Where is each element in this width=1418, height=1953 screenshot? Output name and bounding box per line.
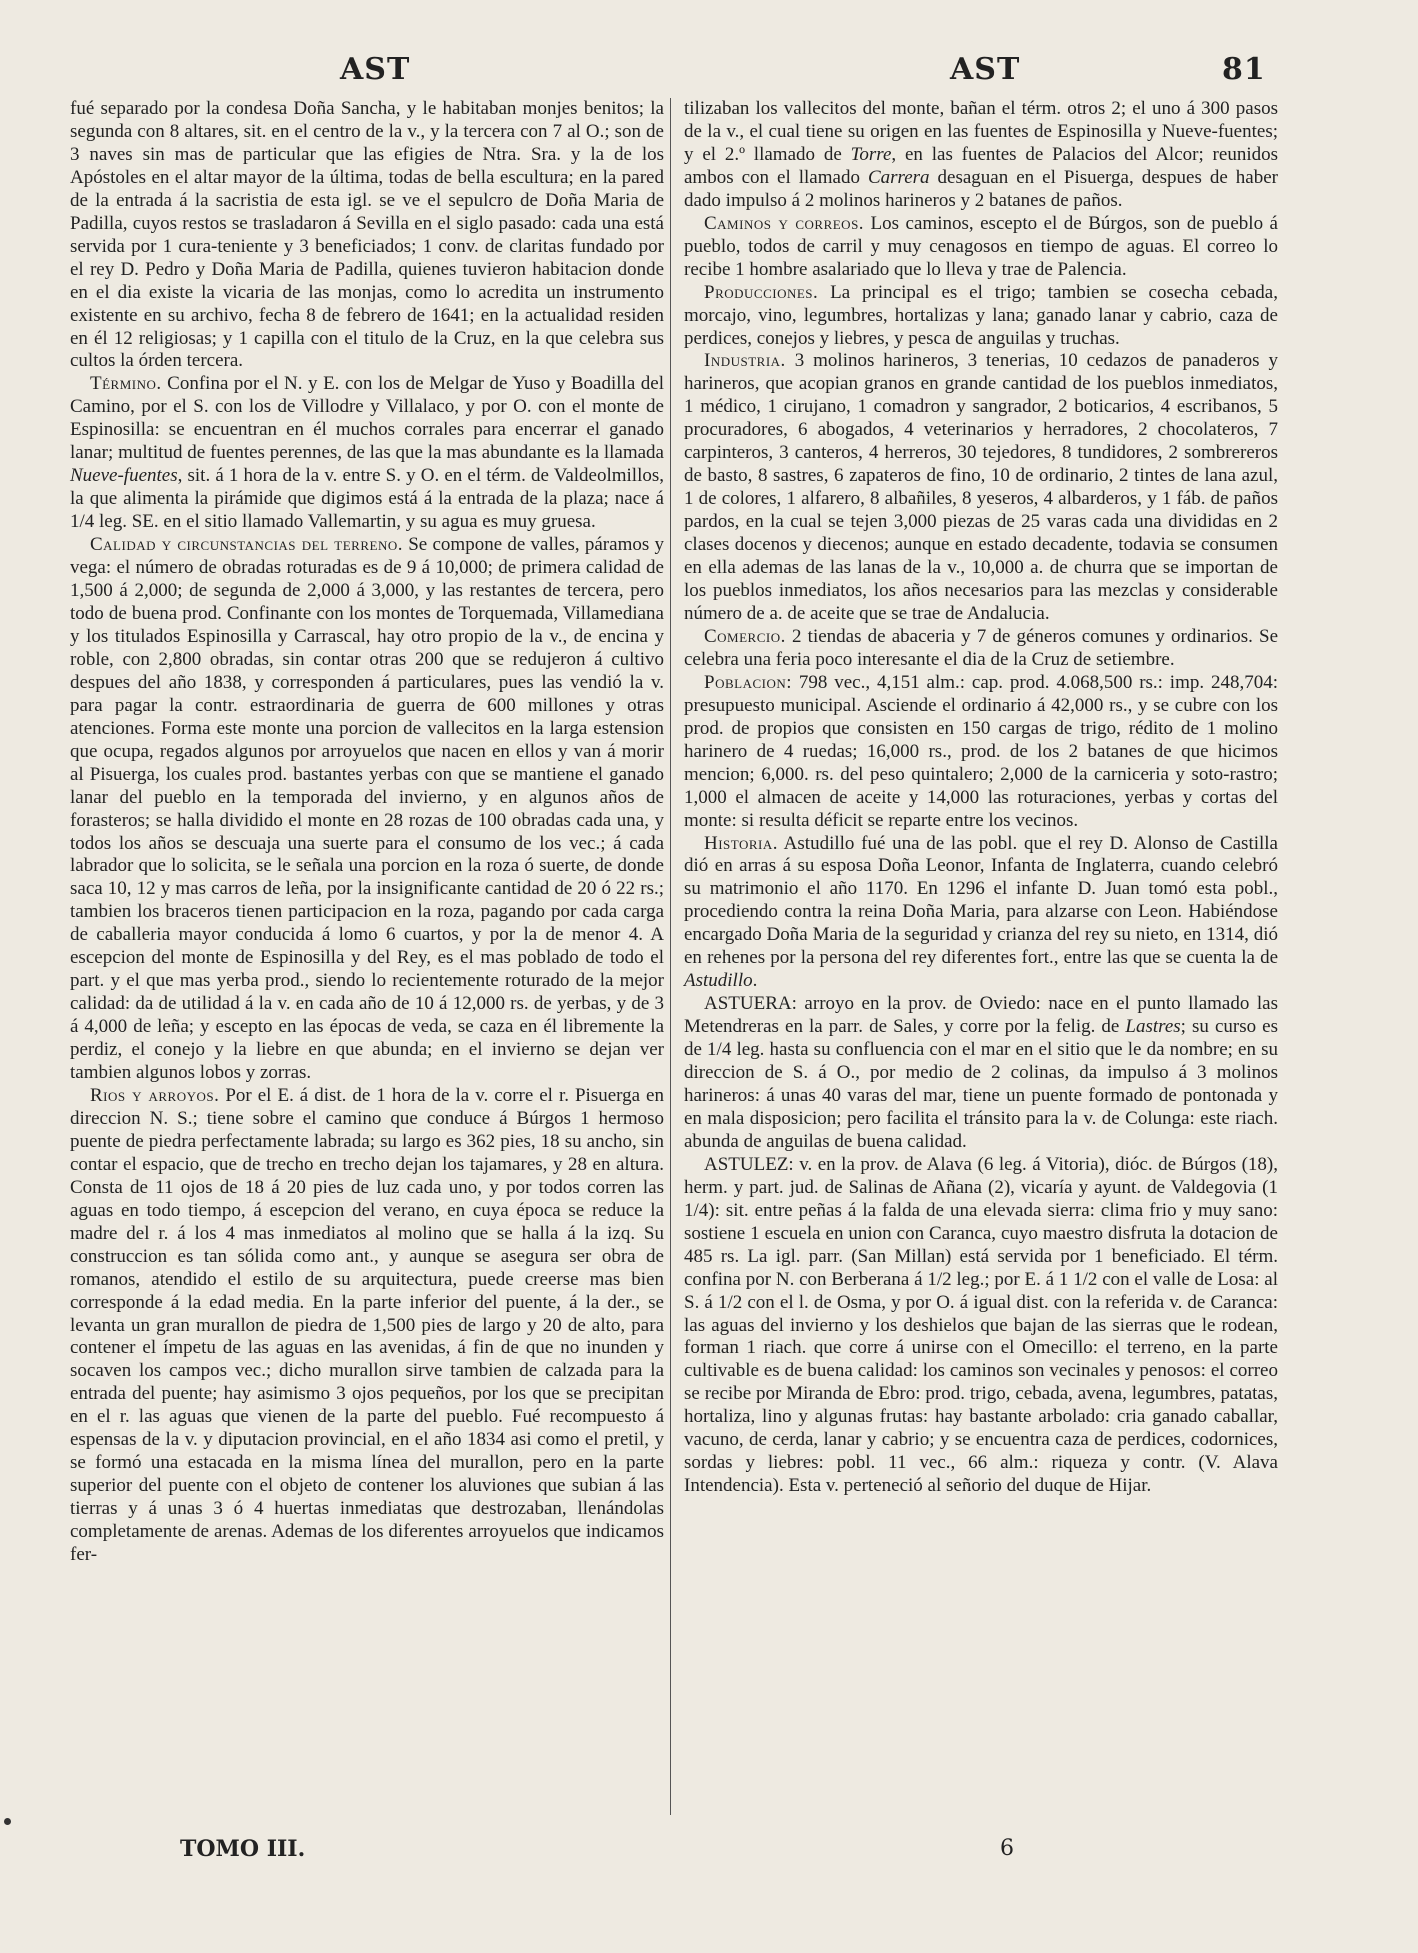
entry-astulez — [684, 1154, 1278, 1498]
paragraph-historia — [684, 833, 1278, 994]
place-name: Carrera — [867, 166, 930, 188]
paragraph-text: 3 molinos harineros, 3 tenerias, 10 cedazos de panaderos y harineros, que acopian granos en grande cantidad de los pueblos inmediatos, 1 médico, 1 cirujano, 1 comadron y sangrador, 2 boticarios, 4 escribanos, 5 procuradores, 6 abogados, 4 veterinarios y herradores, 2 chocolateros, 7 carpinteros, 3 canteros, 4 herreros, 30 tejedores, 8 tundidores, 2 sombrereros de basto, 8 sastres, 6 zapateros de fino, 10 de ordinario, 2 tintes de lana azul, 1 de colores, 1 alfarero, 8 albañiles, 8 yeseros, 4 albarderos, y 1 fáb. de paños pardos, en la cual se tejen 3,000 piezas de 25 varas cada una divididas en 2 clases docenos y diecenos; aunque en estado decadente, todavia se consumen en ella ademas de las lanas de la v., 10,000 a. de churra que se importan de los pueblos inmediatos, los años necesarios para las mezclas y considerable número de a. de aceite que se trae de Andalucia. — [684, 350, 1278, 624]
paragraph — [70, 98, 664, 373]
section-heading: Industria. — [704, 350, 786, 372]
section-heading: Historia. — [704, 832, 779, 854]
paragraph-producciones — [684, 282, 1278, 351]
paragraph-text: arroyo en la prov. de Oviedo: nace en el punto llamado las Metendreras en la parr. de Sales, y corre por la felig. de — [684, 993, 1278, 1038]
entry-headword: ASTUERA: — [704, 993, 797, 1015]
paragraph-text: La principal es el trigo; tambien se cosecha cebada, morcajo, vino, legumbres, hortalizas y lana; ganado lanar y cabrio, caza de perdices, conejos y liebres, y pesca de anguilas y truchas. — [684, 281, 1278, 349]
paragraph-comercio — [684, 626, 1278, 672]
page-number: 81 — [1222, 52, 1266, 87]
paragraph-text: , en las fuentes de Palacios del Alcor; reunidos ambos con el llamado — [684, 143, 1278, 188]
section-heading: Término. — [90, 373, 162, 395]
paragraph-text: 798 vec., 4,151 alm.: cap. prod. 4.068,500 rs.: imp. 248,704: presupuesto municipal. Asciende el ordinario á 42,000 rs., y se cubre con los prod. de propios que consisten en 150 cargas de trigo, rédito de 1 molino harinero de 4 ruedas; 16,000 rs., prod. de los 2 batanes de que hicimos mencion; 6,000. rs. del peso quintalero; 2,000 de la carniceria y soto-rastro; 1,000 el almacen de aceite y 14,000 las roturaciones, yerbas y cortas del monte: si resulta déficit se reparte entre los vecinos. — [684, 671, 1278, 831]
section-heading: Rios y arroyos. — [90, 1084, 220, 1106]
paragraph-text: 2 tiendas de abaceria y 7 de géneros comunes y ordinarios. Se celebra una feria poco interesante el dia de la Cruz de setiembre. — [684, 625, 1278, 670]
section-heading: Producciones. — [704, 281, 819, 303]
place-name: Lastres — [1125, 1016, 1181, 1038]
paragraph-caminos — [684, 213, 1278, 282]
entry-headword: ASTULEZ: — [704, 1153, 794, 1175]
volume-label: TOMO III. — [180, 1836, 306, 1862]
paragraph-text: Confina por el N. y E. con los de Melgar de Yuso y Boadilla del Camino, por el S. con los de Villodre y Villalaco, y por O. con el monte de Espinosilla: se encuentran en él muchos corrales para encerrar el ganado lanar; multitud de fuentes perennes, de las que la mas abundante es la llamada — [70, 373, 664, 464]
ink-spot — [4, 1818, 11, 1825]
paragraph-text: Por el E. á dist. de 1 hora de la v. corre el r. Pisuerga en direccion N. S.; tiene sobre el camino que conduce á Búrgos 1 hermoso puente de piedra perfectamente labrada; su largo es 362 pies, 18 su ancho, sin contar el espacio, que de trecho en trecho dejan los tajamares, y 28 en altura. Consta de 11 ojos de 18 á 20 pies de luz cada uno, y por todos corren las aguas en todo tiempo, á escepcion del verano, en cuya época se reduce la madre del r. á los 4 mas inmediatos al molino que se halla á la izq. Su construccion es tan sólida como ant., y aunque se asegura ser obra de romanos, atendido el estilo de su arquitectura, puede creerse mas bien corresponde á la edad media. En la parte inferior del puente, á la der., se levanta un gran murallon de piedra de 1,500 pies de largo y 20 de alto, para contener el ímpetu de las aguas en las avenidas, á fin de que no inunden y socaven los campos vec.; dicho murallon sirve tambien de calzada para la entrada del puente; hay asimismo 3 ojos pequeños, por los que se precipitan en el r. las aguas que vienen de la parte del pueblo. Fué recompuesto á espensas de la v. y diputacion provincial, en el año 1834 asi como el pretil, y se formó una estacada en la misma línea del murallon, pero en la parte superior del puente con el objeto de contener los aluviones que subian á las tierras y á unas 3 ó 4 huertas inmediatas que destrozaban, llenándolas completamente de arenas. Ademas de los diferentes arroyuelos que indicamos fer- — [70, 1084, 664, 1566]
left-column — [70, 98, 664, 1567]
section-heading: Comercio. — [704, 625, 786, 647]
paragraph-text: desaguan en el Pisuerga, despues de haber dado impulso á 2 molinos harineros y 2 batanes de paños. — [684, 166, 1278, 211]
paragraph-calidad — [70, 534, 664, 1085]
paragraph-text: tilizaban los vallecitos del monte, bañan el térm. otros 2; el uno á 300 pasos de la v., el cual tiene su origen en las fuentes de Espinosilla y Nueve-fuentes; y el 2.º llamado de — [684, 98, 1278, 165]
running-head-right: AST — [950, 52, 1021, 87]
paragraph-text: v. en la prov. de Alava (6 leg. á Vitoria), dióc. de Búrgos (18), herm. y part. jud. de Salinas de Añana (2), vicaría y ayunt. de Valdegovia (1 1/4): sit. entre peñas á la falda de una elevada sierra: clima frio y muy sano: sostiene 1 escuela en union con Caranca, cuyo maestro disfruta la dotacion de 485 rs. La igl. parr. (San Millan) está servida por 1 beneficiado. El térm. confina por N. con Berberana á 1/2 leg.; por E. á 1 1/2 con el valle de Losa: al S. á 1/2 con el l. de Osma, y por O. á igual dist. con la referida v. de Caranca: las aguas del invierno y los deshielos que bajan de las sierras que le rodean, forman 1 riach. que corre á unirse con el Omecillo: el terreno, en la parte cultivable es de buena calidad: los caminos son vecinales y penosos: el correo se recibe por Miranda de Ebro: prod. trigo, cebada, avena, legumbres, patatas, hortaliza, lino y algunas frutas: hay bastante arbolado: cria ganado caballar, vacuno, de cerda, lanar y cabrio; y se encuentra caza de perdices, codornices, sordas y liebres: pobl. 11 vec., 66 alm.: riqueza y contr. (V. Alava Intendencia). Esta v. perteneció al señorio del duque de Hijar. — [684, 1153, 1278, 1497]
section-heading: Poblacion: — [704, 671, 793, 693]
entry-astuera — [684, 993, 1278, 1154]
place-name: Torre — [850, 143, 892, 165]
paragraph-text: Los caminos, escepto el de Búrgos, son de pueblo á pueblo, todos de carril y muy cenagosos en tiempo de aguas. El correo lo recibe 1 hombre asalariado que lo lleva y trae de Palencia. — [684, 212, 1278, 280]
paragraph-text: Se compone de valles, páramos y vega: el número de obradas roturadas es de 9 á 10,000; de primera calidad de 1,500 á 2,000; de segunda de 2,000 á 3,000, y las restantes de tercera, pero todo de buena prod. Confinante con los montes de Torquemada, Villamediana y los titulados Espinosilla y Carrascal, hay otro propio de la v., de encina y roble, con 2,800 obradas, sin contar otras 200 que se redujeron á cultivo despues del año 1838, y corresponden á particulares, pues las vendió la v. para pagar la contr. estraordinaria de guerra de 600 millones y otras atenciones. Forma este monte una porcion de vallecitos en la larga estension que ocupa, regados algunos por arroyuelos que nacen en ellos y van á morir al Pisuerga, los cuales prod. bastantes yerbas con que se mantiene el ganado lanar del pueblo en la temporada del invierno, y en algunos años de forasteros; se halla dividido el monte en 28 rozas de 100 obradas cada una, y todos los años se descuaja una suerte para el consumo de los vec.; á cada labrador que lo solicita, se le señala una porcion en la roza ó suerte, de donde saca 10, 12 y mas carros de leña, por la insignificante cantidad de 20 ó 22 rs.; tambien los braceros tienen participacion en la roza, pagando por cada carga de caballeria mayor conducida á lomo 6 cuartos, y por la de menor 4. A escepcion del monte de Espinosilla y del Rey, es el mas poblado de todo el part. y el que mas yerba prod., siendo lo recientemente roturado de la mejor calidad: da de utilidad á la v. en cada año de 10 á 12,000 rs. de yerbas, y de 3 á 4,000 de leña; y escepto en las épocas de veda, se caza en él libremente la perdiz, el conejo y la liebre en que abunda; en el invierno se dejan ver tambien algunos lobos y zorras. — [70, 534, 664, 1084]
section-heading: Calidad y circunstancias del terreno. — [90, 534, 403, 556]
paragraph-text: Astudillo fué una de las pobl. que el rey D. Alonso de Castilla dió en arras á su esposa Doña Leonor, Infanta de Inglaterra, cuando celebró su matrimonio el año 1170. En 1296 el infante D. Juan tomó esta pobl., procediendo contra la reina Doña Maria, para alzarse con Leon. Habiéndose encargado Doña Maria de la seguridad y crianza del rey su nieto, en 1314, dió en rehenes por la persona del rey diferentes fort., entre las que se cuenta la de — [684, 832, 1278, 969]
place-name: Nueve-fuentes — [70, 465, 178, 487]
signature-mark: 6 — [1000, 1836, 1014, 1861]
section-heading: Caminos y correos. — [704, 212, 865, 234]
paragraph — [684, 98, 1278, 213]
column-divider — [670, 98, 671, 1815]
paragraph-industria — [684, 350, 1278, 625]
paragraph-text: , sit. á 1 hora de la v. entre S. y O. en el térm. de Valdeolmillos, la que alimenta la pirámide que digimos está á la entrada de la plaza; nace á 1/4 leg. SE. en el sitio llamado Vallemartin, y su agua es muy gruesa. — [70, 465, 664, 533]
paragraph-text: ; su curso es de 1/4 leg. hasta su confluencia con el mar en el sitio que le da nombre; en su direccion de S. á O., por medio de 2 colinas, da impulso á 3 molinos harineros: á unas 40 varas del mar, tiene un puente formado de pontonada y en mala disposicion; pero facilita el tránsito para la v. de Colunga: este riach. abunda de anguilas de buena calidad. — [684, 1016, 1278, 1152]
paragraph-poblacion — [684, 672, 1278, 833]
right-column — [684, 98, 1278, 1498]
paragraph-text: fué separado por la condesa Doña Sancha, y le habitaban monjes benitos; la segunda con 8 altares, sit. en el centro de la v., y la tercera con 7 al O.; son de 3 naves sin mas de particular que las efigies de Ntra. Sra. y la de los Apóstoles en el altar mayor de la última, todas de bella escultura; en la pared de la entrada á la sacristia de esta igl. se ve el sepulcro de Doña Maria de Padilla, cuyos restos se trasladaron á Sevilla en el siglo pasado: cada una está servida por 1 cura-teniente y 3 beneficiados; 1 conv. de claritas fundado por el rey D. Pedro y Doña Maria de Padilla, quienes tuvieron habitacion donde en el dia existe la vicaria de las monjas, como lo acredita un instrumento existente en su archivo, fecha 8 de febrero de 1641; en la actualidad residen en él 12 religiosas; y 1 capilla con el titulo de la Cruz, en la que celebra sus cultos la órden tercera. — [70, 98, 664, 372]
paragraph-termino — [70, 373, 664, 534]
place-name: Astudillo — [684, 970, 753, 992]
paragraph-text: . — [752, 970, 758, 992]
paragraph-rios — [70, 1085, 664, 1567]
running-head-left: AST — [340, 52, 411, 87]
